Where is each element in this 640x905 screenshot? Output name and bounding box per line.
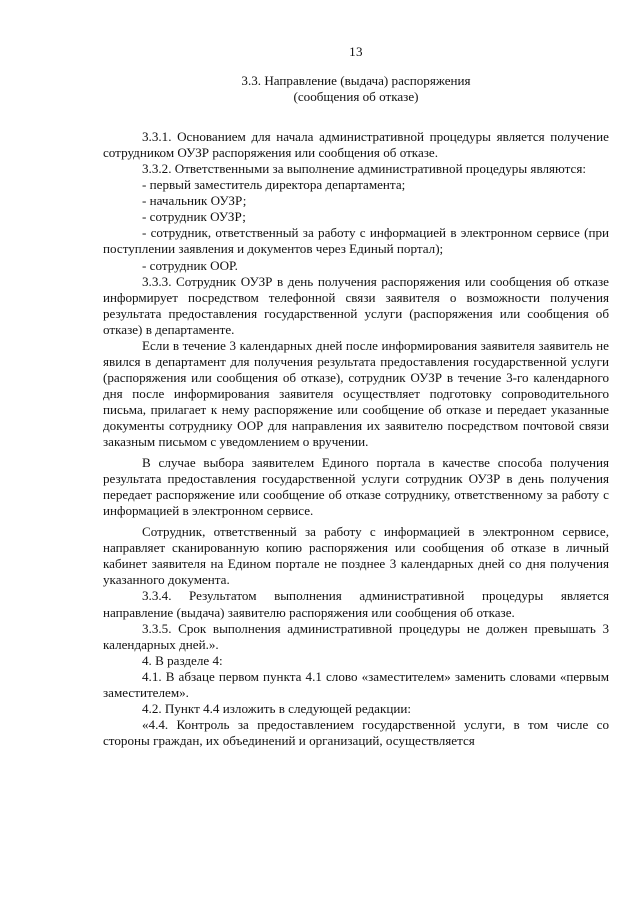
page-number: 13 (349, 44, 363, 59)
list-item: - сотрудник ОУЗР; (142, 209, 246, 225)
paragraph-3-3-2: 3.3.2. Ответственными за выполнение административной процедуры являются: (142, 161, 586, 177)
list-item: - начальник ОУЗР; (142, 193, 247, 209)
list-item: - первый заместитель директора департамента; (142, 177, 406, 193)
paragraph-3-3-3-second: Если в течение 3 календарных дней после информирования заявителя заявитель не явился в департамент для получения результата предоставления государственной услуги (распоряжения или сообщения об отказе), сотрудник ОУЗР в течение 3-го календарного дня после информирования заявителя осуществляет подготовку сопроводительного письма, прилагает к нему распоряжение или сообщение об отказе и передает указанные документы сотруднику ООР для направления их заявителю посредством почтовой связи заказным письмом с уведомлением о вручении. (103, 337, 609, 450)
paragraph-3-3-3-fourth: Сотрудник, ответственный за работу с информацией в электронном сервисе, направляет сканированную копию распоряжения или сообщения об отказе в личный кабинет заявителя на Едином портале не позднее 3 календарных дней со дня получения указанного документа. (103, 524, 609, 588)
section-heading-line-1: 3.3. Направление (выдача) распоряжения (241, 73, 471, 89)
paragraph-4-1: 4.1. В абзаце первом пункта 4.1 слово «заместителем» заменить словами «первым заместителем». (103, 668, 609, 700)
paragraph-3-3-3-third: В случае выбора заявителем Единого портала в качестве способа получения результата предоставления государственной услуги сотрудник ОУЗР в день получения передает распоряжение или сообщение об отказе сотруднику, ответственному за работу с информацией в электронном сервисе. (103, 455, 609, 519)
paragraph-3-3-5: 3.3.5. Срок выполнения административной процедуры не должен превышать 3 календарных дней.». (103, 620, 609, 652)
paragraph-4-2: 4.2. Пункт 4.4 изложить в следующей редакции: (142, 700, 411, 716)
section-heading (103, 73, 609, 105)
paragraph-4-4: «4.4. Контроль за предоставлением государственной услуги, в том числе со стороны граждан, их объединений и организаций, осуществляется (103, 716, 609, 748)
list-item: - сотрудник ООР. (142, 257, 238, 273)
list-item: - сотрудник, ответственный за работу с информацией в электронном сервисе (при поступлении заявления и документов через Единый портал); (103, 225, 609, 257)
paragraph-3-3-1: 3.3.1. Основанием для начала административной процедуры является получение сотрудником ОУЗР распоряжения или сообщения об отказе. (103, 129, 609, 161)
paragraph-4: 4. В разделе 4: (142, 652, 223, 668)
paragraph-3-3-3: 3.3.3. Сотрудник ОУЗР в день получения распоряжения или сообщения об отказе информирует посредством телефонной связи заявителя о возможности получения результата предоставления государственной услуги (распоряжения или сообщения об отказе) в департаменте. (103, 273, 609, 337)
responsible-list (103, 177, 609, 273)
section-heading-line-2: (сообщения об отказе) (293, 89, 419, 105)
paragraph-3-3-4: 3.3.4. Результатом выполнения административной процедуры является направление (выдача) заявителю распоряжения или сообщения об отказе. (103, 588, 609, 620)
